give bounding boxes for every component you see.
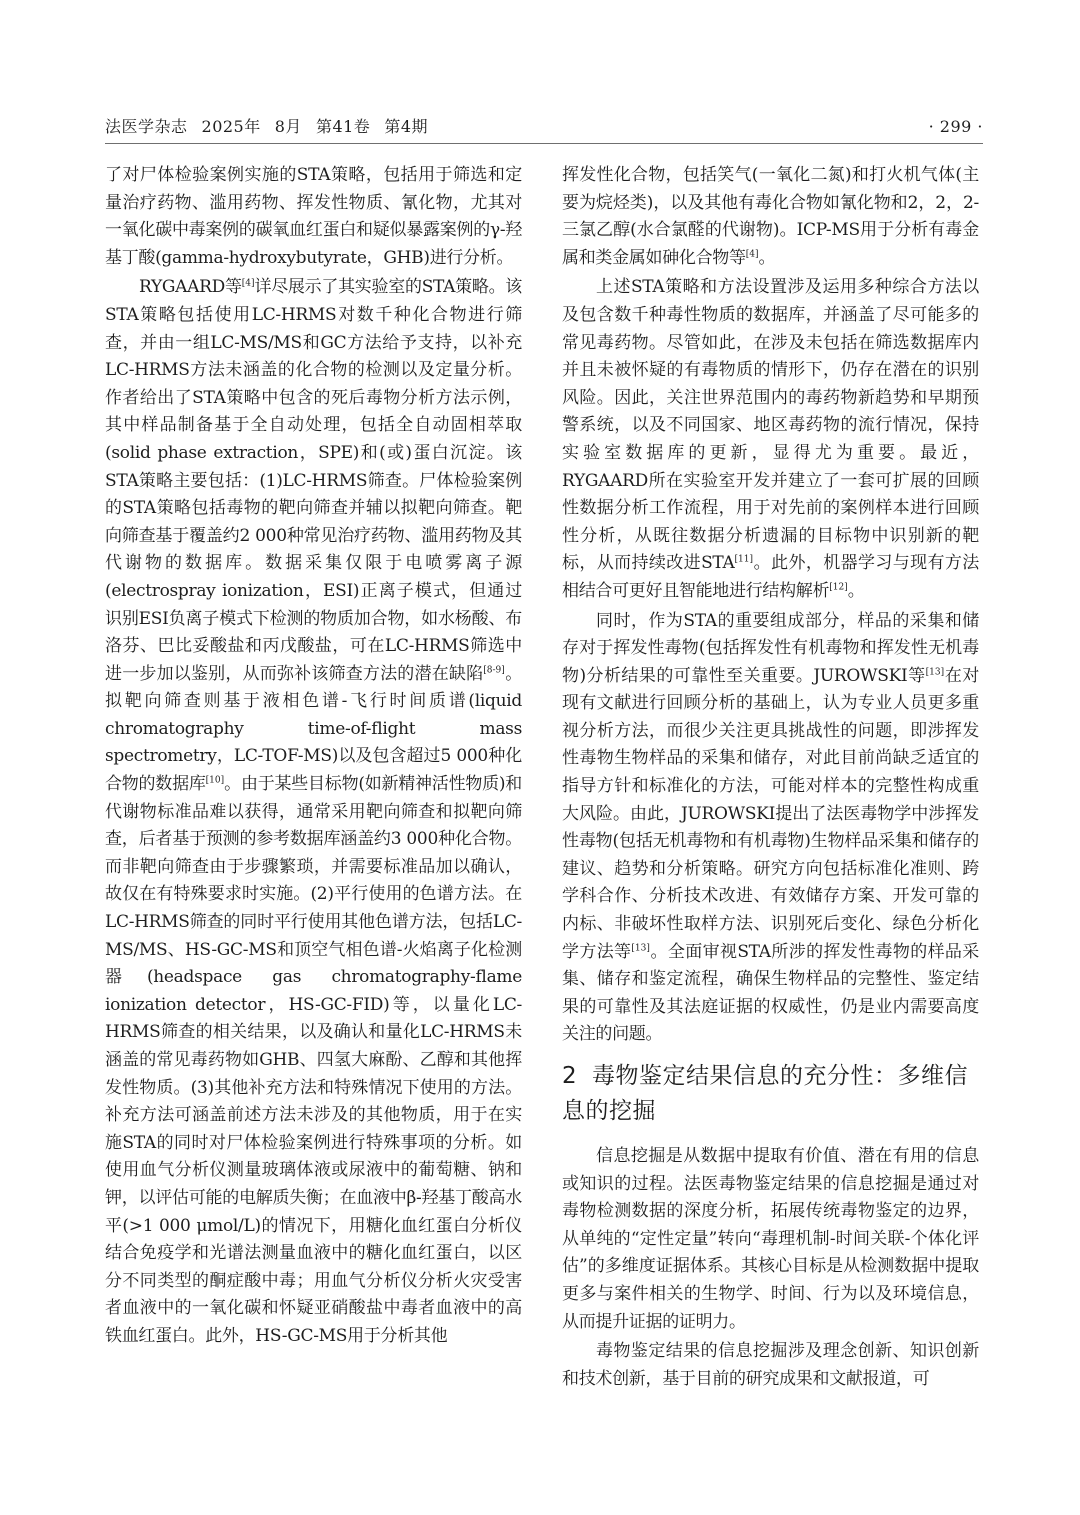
right-column bbox=[562, 162, 979, 1462]
journal-name: 法医学杂志 bbox=[105, 117, 188, 136]
citation-ref: [12] bbox=[829, 582, 848, 593]
volume-number: 第41卷 bbox=[315, 117, 371, 136]
paragraph-information-mining: 信息挖掘是从数据中提取有价值、潜在有用的信息或知识的过程。法医毒物鉴定结果的信息挖掘是通过对毒物检测数据的深度分析，拓展传统毒物鉴定的边界，从单纯的“定性定量”转向“毒理机制-时间关联-个体化评估”的多维度证据体系。其核心目标是从检测数据中提取更多与案件相关的生物学、时间、行为以及环境信息，从而提升证据的证明力。 bbox=[562, 1146, 979, 1332]
citation-ref: [11] bbox=[734, 554, 753, 565]
citation-ref: [13] bbox=[925, 667, 945, 678]
citation-ref: [4] bbox=[745, 249, 759, 260]
journal-citation bbox=[105, 116, 983, 138]
issue-number: 第4期 bbox=[384, 117, 428, 136]
citation-ref: [8-9] bbox=[483, 665, 505, 676]
citation-ref: [10] bbox=[205, 775, 225, 786]
citation-ref: [13] bbox=[631, 942, 650, 953]
paragraph-innovation: 毒物鉴定结果的信息挖掘涉及理念创新、知识创新和技术创新，基于目前的研究成果和文献报道，可 bbox=[562, 1341, 979, 1389]
left-column bbox=[105, 162, 522, 1462]
paragraph-sta-database: 上述STA策略和方法设置涉及运用多种综合方法以及包含数千种毒性物质的数据库，并涵盖了尽可能多的常见毒药物。尽管如此，在涉及未包括在筛选数据库内并且未被怀疑的有毒物质的情形下，仍存在潜在的识别风险。因此，关注世界范围内的毒药物新趋势和早期预警系统，以及不同国家、地区毒药物的流行情况，保持实验室数据库的更新，显得尤为重要。最近，RYGAARD所在实验室开发并建立了一套可扩展的回顾性数据分析工作流程，用于对先前的案例样本进行回顾性分析，从既往数据分析遗漏的目标物中识别新的靶标，从而持续改进STA[11]。此外，机器学习与现有方法相结合可更好且智能地进行结构解析[12]。 bbox=[562, 277, 979, 601]
paragraph-continuation: 挥发性化合物，包括笑气(一氧化二氮)和打火机气体(主要为烷烃类)，以及其他有毒化合物如氰化物和2，2，2-三氯乙醇(水合氯醛的代谢物)。ICP-MS用于分析有毒金属和类金属如砷化合物等[4]。 bbox=[562, 165, 979, 268]
header-divider bbox=[105, 143, 983, 144]
paragraph-sample-storage: 同时，作为STA的重要组成部分，样品的采集和储存对于挥发性毒物(包括挥发性有机毒物和挥发性无机毒物)分析结果的可靠性至关重要。JUROWSKI等[13]在对现有文献进行回顾分析的基础上，认为专业人员更多重视分析方法，而很少关注更具挑战性的问题，即涉挥发性毒物生物样品的采集和储存，对此目前尚缺乏适宜的指导方针和标准化的方法，可能对样本的完整性构成重大风险。由此，JUROWSKI提出了法医毒物学中涉挥发性毒物(包括无机毒物和有机毒物)生物样品采集和储存的建议、趋势和分析策略。研究方向包括标准化准则、跨学科合作、分析技术改进、有效储存方案、开发可靠的内标、非破坏性取样方法、识别死后变化、绿色分析化学方法等[13]。全面审视STA所涉的挥发性毒物的样品采集、储存和鉴定流程，确保生物样品的完整性、鉴定结果的可靠性及其法庭证据的权威性，仍是业内需要高度关注的问题。 bbox=[562, 610, 979, 1045]
citation-ref: [4] bbox=[241, 278, 255, 289]
section-heading bbox=[562, 1059, 979, 1129]
section-title: 毒物鉴定结果信息的充分性：多维信息的挖掘 bbox=[562, 1063, 968, 1124]
section-number: 2 bbox=[562, 1063, 578, 1089]
page-number: · 299 · bbox=[928, 117, 983, 136]
publication-month: 8月 bbox=[274, 117, 302, 136]
publication-year: 2025年 bbox=[201, 117, 261, 136]
running-header bbox=[105, 116, 983, 140]
paragraph-continuation: 了对尸体检验案例实施的STA策略，包括用于筛选和定量治疗药物、滥用药物、挥发性物质、氰化物，尤其对一氧化碳中毒案例的碳氧血红蛋白和疑似暴露案例的γ-羟基丁酸(gamma-hydroxybutyrate，GHB)进行分析。 bbox=[105, 165, 522, 268]
paragraph-rygaard: RYGAARD等[4]详尽展示了其实验室的STA策略。该STA策略包括使用LC-HRMS对数千种化合物进行筛查，并由一组LC-MS/MS和GC方法给予支持，以补充LC-HRMS方法未涵盖的化合物的检测以及定量分析。作者给出了STA策略中包含的死后毒物分析方法示例，其中样品制备基于全自动处理，包括全自动固相萃取(solid phase extraction，SPE)和(或)蛋白沉淀。该STA策略主要包括：(1)LC-HRMS筛查。尸体检验案例的STA策略包括毒物的靶向筛查并辅以拟靶向筛查。靶向筛查基于覆盖约2 000种常见治疗药物、滥用药物及其代谢物的数据库。数据采集仅限于电喷雾离子源(electrospray ionization，ESI)正离子模式，但通过识别ESI负离子模式下检测的物质加合物，如水杨酸、布洛芬、巴比妥酸盐和丙戊酸盐，可在LC-HRMS筛选中进一步加以鉴别，从而弥补该筛查方法的潜在缺陷[8-9]。拟靶向筛查则基于液相色谱-飞行时间质谱(liquid chromatography time-of-flight mass spectrometry，LC-TOF-MS)以及包含超过5 000种化合物的数据库[10]。由于某些目标物(如新精神活性物质)和代谢物标准品难以获得，通常采用靶向筛查和拟靶向筛查，后者基于预测的参考数据库涵盖约3 000种化合物。而非靶向筛查由于步骤繁琐，并需要标准品加以确认，故仅在有特殊要求时实施。(2)平行使用的色谱方法。在LC-HRMS筛查的同时平行使用其他色谱方法，包括LC-MS/MS、HS-GC-MS和顶空气相色谱-火焰离子化检测器(headspace gas chromatography-flame ionization detector，HS-GC-FID)等，以量化LC-HRMS筛查的相关结果，以及确认和量化LC-HRMS未涵盖的常见毒药物如GHB、四氢大麻酚、乙醇和其他挥发性物质。(3)其他补充方法和特殊情况下使用的方法。补充方法可涵盖前述方法未涉及的其他物质，用于在实施STA的同时对尸体检验案例进行特殊事项的分析。如使用血气分析仪测量玻璃体液或尿液中的葡萄糖、钠和钾，以评估可能的电解质失衡；在血液中β-羟基丁酸高水平(>1 000 μmol/L)的情况下，用糖化血红蛋白分析仪结合免疫学和光谱法测量血液中的糖化血红蛋白，以区分不同类型的酮症酸中毒；用血气分析仪分析火灾受害者血液中的一氧化碳和怀疑亚硝酸盐中毒者血液中的高铁血红蛋白。此外，HS-GC-MS用于分析其他 bbox=[105, 277, 522, 1346]
